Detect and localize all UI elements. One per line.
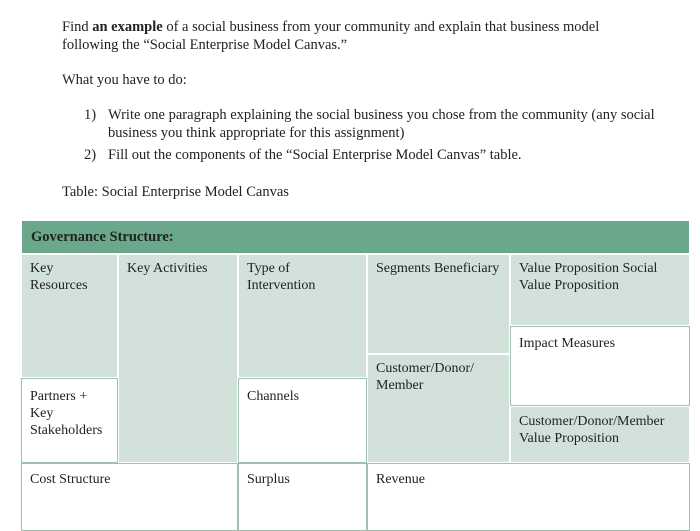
governance-structure-header: Governance Structure: (21, 220, 690, 254)
task-item-2 (84, 146, 664, 164)
value-proposition-cell: Value Proposition Social Value Proposition (510, 254, 690, 326)
key-activities-cell: Key Activities (118, 254, 238, 463)
task-text: Write one paragraph explaining the social business you chose from the community (any social business you think appropriate for this assignment) (108, 107, 655, 141)
surplus-cell: Surplus (238, 463, 367, 531)
social-enterprise-model-canvas (21, 220, 690, 531)
task-heading: What you have to do: (62, 72, 187, 88)
task-text: Fill out the components of the “Social Enterprise Model Canvas” table. (108, 147, 522, 163)
instructions-intro (62, 18, 652, 54)
intro-text-end: of a social business from your community and explain that business model following the “Social Enterprise Model Canvas.” (62, 19, 600, 53)
intro-text-start: Find (62, 19, 93, 35)
key-resources-cell: Key Resources (21, 254, 118, 378)
type-of-intervention-cell: Type of Intervention (238, 254, 367, 378)
partners-cell: Partners + Key Stakeholders (21, 378, 118, 463)
task-number: 2) (84, 147, 97, 163)
channels-cell: Channels (238, 378, 367, 463)
customer-donor-member-cell: Customer/Donor/ Member (367, 354, 510, 463)
task-item-1 (84, 106, 664, 142)
task-number: 1) (84, 107, 97, 123)
intro-bold-text: an example (92, 19, 163, 35)
cost-structure-cell: Cost Structure (21, 463, 238, 531)
segments-beneficiary-cell: Segments Beneficiary (367, 254, 510, 354)
table-caption: Table: Social Enterprise Model Canvas (62, 184, 289, 200)
task-list (84, 106, 664, 168)
customer-value-proposition-cell: Customer/Donor/Member Value Proposition (510, 406, 690, 463)
revenue-cell: Revenue (367, 463, 690, 531)
impact-measures-cell: Impact Measures (510, 326, 690, 406)
